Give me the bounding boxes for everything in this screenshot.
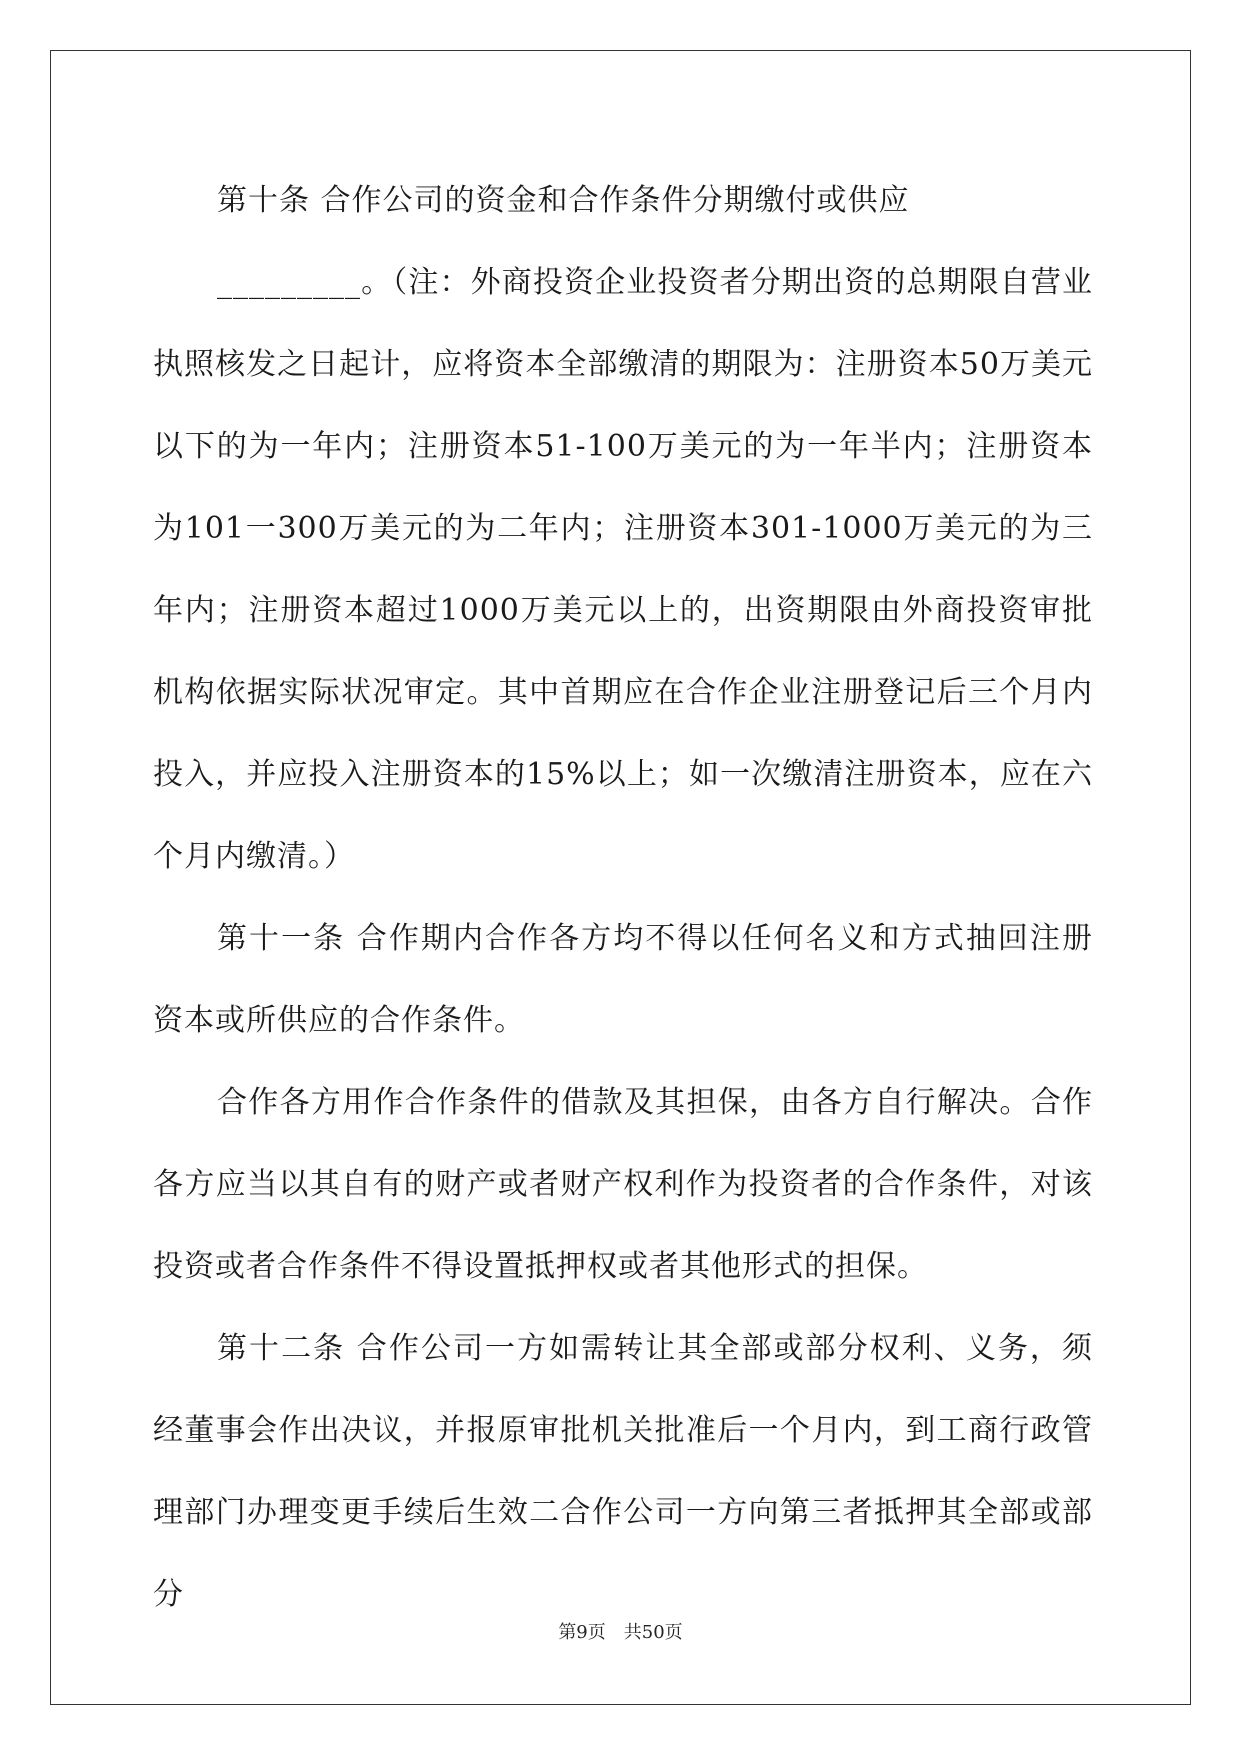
page-number: 第9页	[558, 1622, 606, 1643]
paragraph-article-12: 第十二条 合作公司一方如需转让其全部或部分权利、义务，须经董事会作出决议，并报原审批机关批准后一个月内，到工商行政管理部门办理变更手续后生效二合作公司一方向第三者抵押其全部或部分	[153, 1331, 1093, 1612]
paragraph-payment-note: _________。（注：外商投资企业投资者分期出资的总期限自营业执照核发之日起计，应将资本全部缴清的期限为：注册资本50万美元以下的为一年内；注册资本51-100万美元的为一年半内；注册资本为101一300万美元的为二年内；注册资本301-1000万美元的为三年内；注册资本超过1000万美元以上的，出资期限由外商投资审批机构依据实际状况审定。其中首期应在合作企业注册登记后三个月内投入，并应投入注册资本的15%以上；如一次缴清注册资本，应在六个月内缴清。）	[153, 265, 1093, 874]
page-footer	[0, 1622, 1241, 1644]
document-body	[153, 160, 1093, 1636]
page-total: 共50页	[623, 1622, 683, 1643]
paragraph-loan-guarantee: 合作各方用作合作条件的借款及其担保，由各方自行解决。合作各方应当以其自有的财产或者财产权利作为投资者的合作条件，对该投资或者合作条件不得设置抵押权或者其他形式的担保。	[153, 1085, 1093, 1284]
paragraph-article-10: 第十条 合作公司的资金和合作条件分期缴付或供应	[217, 183, 910, 218]
paragraph-article-11: 第十一条 合作期内合作各方均不得以任何名义和方式抽回注册资本或所供应的合作条件。	[153, 921, 1093, 1038]
